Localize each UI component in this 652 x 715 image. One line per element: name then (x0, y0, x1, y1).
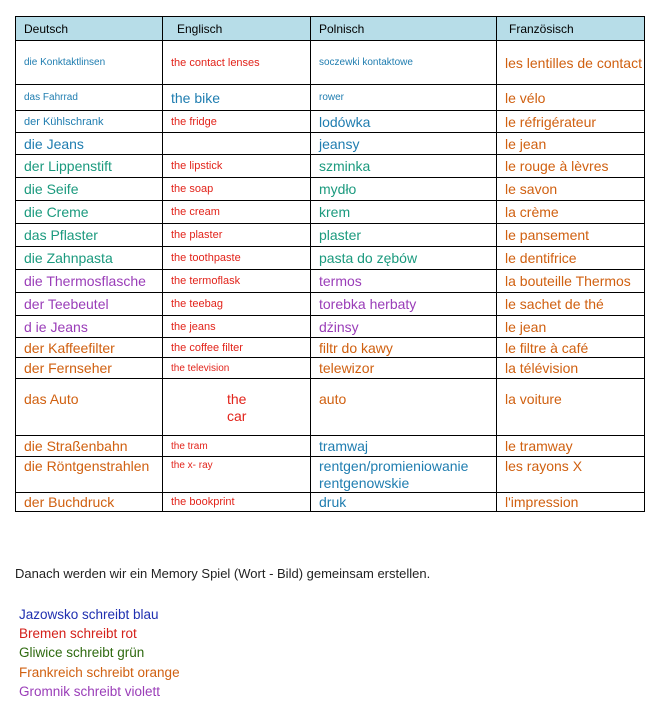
cell-pl: auto (311, 379, 497, 436)
cell-en-wrap (163, 379, 311, 436)
cell-en: the coffee filter (163, 338, 311, 358)
cell-en: the bookprint (163, 493, 311, 512)
cell-en (163, 133, 311, 155)
cell-pl: termos (311, 270, 497, 293)
cell-fr: le filtre à café (497, 338, 645, 358)
memory-game-paragraph: Danach werden wir ein Memory Spiel (Wort - Bild) gemeinsam erstellen. (15, 566, 431, 581)
cell-pl: jeansy (311, 133, 497, 155)
table-row (16, 247, 645, 270)
table-row (16, 111, 645, 133)
cell-de: die Creme (16, 201, 163, 224)
cell-fr: l'impression (497, 493, 645, 512)
cell-pl: szminka (311, 155, 497, 178)
cell-fr: le réfrigérateur (497, 111, 645, 133)
table-row (16, 41, 645, 85)
cell-de: die Konktaktlinsen (16, 41, 163, 85)
cell-fr: le rouge à lèvres (497, 155, 645, 178)
cell-de: der Lippenstift (16, 155, 163, 178)
cell-pl: filtr do kawy (311, 338, 497, 358)
cell-en: the tram (163, 436, 311, 457)
table-row (16, 379, 645, 436)
table-row (16, 316, 645, 338)
cell-fr: le savon (497, 178, 645, 201)
cell-fr: le jean (497, 133, 645, 155)
header-englisch: Englisch (163, 17, 311, 41)
cell-en: the car (227, 391, 247, 424)
cell-de: die Zahnpasta (16, 247, 163, 270)
cell-pl: dżinsy (311, 316, 497, 338)
table-row (16, 493, 645, 512)
cell-fr: le dentifrice (497, 247, 645, 270)
cell-de: die Jeans (16, 133, 163, 155)
header-deutsch: Deutsch (16, 17, 163, 41)
legend-violet: Gromnik schreibt violett (19, 684, 161, 699)
cell-de: der Kaffeefilter (16, 338, 163, 358)
header-polnisch: Polnisch (311, 17, 497, 41)
cell-en: the fridge (163, 111, 311, 133)
cell-en: the contact lenses (163, 41, 311, 85)
cell-de: das Pflaster (16, 224, 163, 247)
cell-de: der Kühlschrank (16, 111, 163, 133)
cell-en: the termoflask (163, 270, 311, 293)
table-row (16, 436, 645, 457)
cell-en: the x- ray (163, 457, 311, 493)
cell-en: the television (163, 358, 311, 379)
cell-fr: le vélo (497, 85, 645, 111)
cell-en: the toothpaste (163, 247, 311, 270)
cell-pl: torebka herbaty (311, 293, 497, 316)
cell-en: the jeans (163, 316, 311, 338)
table-row (16, 85, 645, 111)
cell-pl: mydło (311, 178, 497, 201)
cell-fr: le jean (497, 316, 645, 338)
cell-en: the lipstick (163, 155, 311, 178)
cell-fr: la télévision (497, 358, 645, 379)
cell-pl: rentgen/promieniowanie rentgenowskie (311, 457, 497, 493)
header-row (16, 17, 645, 41)
table-row (16, 178, 645, 201)
table-row (16, 133, 645, 155)
cell-de: die Seife (16, 178, 163, 201)
cell-de: der Buchdruck (16, 493, 163, 512)
cell-de: die Straßenbahn (16, 436, 163, 457)
cell-pl: pasta do zębów (311, 247, 497, 270)
cell-de: die Thermosflasche (16, 270, 163, 293)
table-row (16, 155, 645, 178)
cell-pl: tramwaj (311, 436, 497, 457)
table-row (16, 201, 645, 224)
cell-fr: la voiture (497, 379, 645, 436)
table-row (16, 293, 645, 316)
cell-pl: krem (311, 201, 497, 224)
cell-fr: la bouteille Thermos (497, 270, 645, 293)
cell-fr: le tramway (497, 436, 645, 457)
legend-blue: Jazowsko schreibt blau (19, 607, 159, 622)
cell-pl: lodówka (311, 111, 497, 133)
cell-en: the teebag (163, 293, 311, 316)
cell-pl: druk (311, 493, 497, 512)
cell-de: der Teebeutel (16, 293, 163, 316)
cell-de: das Auto (16, 379, 163, 436)
cell-fr: les lentilles de contact (497, 41, 645, 85)
legend-green: Gliwice schreibt grün (19, 645, 145, 660)
cell-pl: telewizor (311, 358, 497, 379)
cell-en: the plaster (163, 224, 311, 247)
cell-en: the bike (163, 85, 311, 111)
table-row (16, 338, 645, 358)
cell-de: der Fernseher (16, 358, 163, 379)
legend-orange: Frankreich schreibt orange (19, 665, 180, 680)
cell-fr: la crème (497, 201, 645, 224)
legend-red: Bremen schreibt rot (19, 626, 137, 641)
cell-fr: le pansement (497, 224, 645, 247)
table-row (16, 224, 645, 247)
cell-en: the soap (163, 178, 311, 201)
cell-pl: plaster (311, 224, 497, 247)
cell-fr: les rayons X (497, 457, 645, 493)
table-row (16, 270, 645, 293)
cell-pl: rower (311, 85, 497, 111)
cell-de: das Fahrrad (16, 85, 163, 111)
cell-en: the cream (163, 201, 311, 224)
table-row (16, 457, 645, 493)
cell-pl: soczewki kontaktowe (311, 41, 497, 85)
header-franzoesisch: Französisch (497, 17, 645, 41)
vocabulary-table (15, 16, 645, 512)
cell-fr: le sachet de thé (497, 293, 645, 316)
cell-de: d ie Jeans (16, 316, 163, 338)
cell-de: die Röntgenstrahlen (16, 457, 163, 493)
table-row (16, 358, 645, 379)
